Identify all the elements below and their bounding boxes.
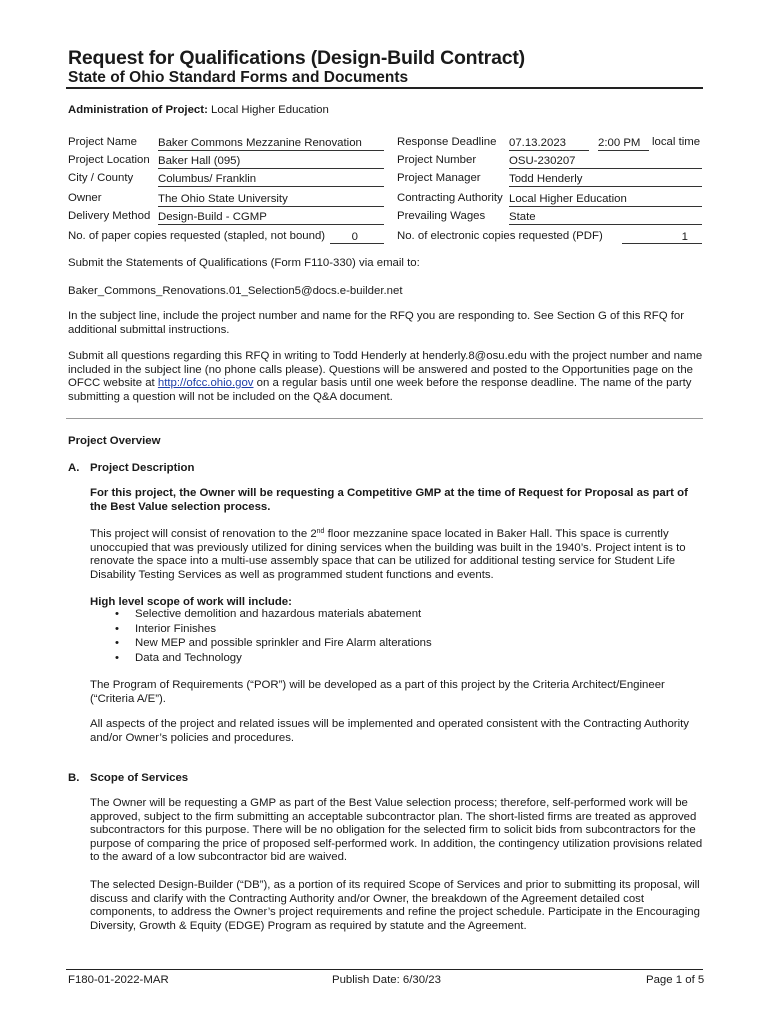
project-description-paragraph <box>90 528 704 582</box>
title-divider <box>66 87 703 89</box>
scope-list <box>90 607 704 665</box>
paper-copies-field <box>330 230 384 244</box>
scope-item-text: New MEP and possible sprinkler and Fire Alarm alterations <box>135 637 432 650</box>
bullet-icon: • <box>115 651 119 664</box>
page-number: Page 1 of 5 <box>646 974 705 986</box>
electronic-copies-label: No. of electronic copies requested (PDF) <box>397 230 603 242</box>
document-title: Request for Qualifications (Design-Build Contract) <box>68 47 525 69</box>
ofcc-website-link[interactable]: http://ofcc.ohio.gov <box>157 377 254 390</box>
delivery-method-field: Design-Build - CGMP <box>158 210 384 225</box>
project-overview-heading: Project Overview <box>68 435 161 447</box>
por-paragraph: The Program of Requirements (“POR”) will be developed as a part of this project by the Criteria Architect/Engineer (“Criteria A/E”). <box>90 679 665 705</box>
scope-heading: High level scope of work will include: <box>90 596 292 608</box>
contracting-authority-label: Contracting Authority <box>397 192 503 204</box>
project-manager-field: Todd Henderly <box>509 172 702 187</box>
administration-value: Local Higher Education <box>211 104 329 116</box>
city-county-label: City / County <box>68 172 134 184</box>
section-a-letter: A. <box>68 462 80 474</box>
administration-label: Administration of Project: <box>68 104 208 116</box>
questions-paragraph <box>68 350 704 404</box>
contracting-authority-field: Local Higher Education <box>509 192 702 207</box>
submit-instruction: Submit the Statements of Qualifications (Form F110-330) via email to: <box>68 257 420 269</box>
scope-item-text: Selective demolition and hazardous materials abatement <box>135 608 422 620</box>
section-b-title: Scope of Services <box>90 772 189 784</box>
owner-label: Owner <box>68 192 102 204</box>
administration-line <box>68 103 329 117</box>
document-subtitle: State of Ohio Standard Forms and Documents <box>68 69 409 86</box>
form-code: F180-01-2022-MAR <box>68 974 169 986</box>
delivery-method-label: Delivery Method <box>68 210 151 222</box>
bullet-icon: • <box>115 608 119 620</box>
gmp-statement: For this project, the Owner will be requesting a Competitive GMP at the time of Request for Proposal as part of the Best Value selection process. <box>90 487 688 513</box>
description-text-start: This project will consist of renovation to the 2 <box>90 528 317 540</box>
footer-divider <box>66 969 703 970</box>
response-deadline-label: Response Deadline <box>397 136 497 148</box>
response-deadline-date: 07.13.2023 <box>509 136 589 151</box>
project-number-field: OSU-230207 <box>509 154 702 169</box>
publish-date: Publish Date: 6/30/23 <box>332 974 441 986</box>
policies-paragraph: All aspects of the project and related issues will be implemented and operated consistent with the Contracting Authority and/or Owner’s policies and procedures. <box>90 718 689 744</box>
bullet-icon: • <box>115 622 119 635</box>
scope-of-services-paragraph: The Owner will be requesting a GMP as part of the Best Value selection process; therefore, self-performed work will be approved, subject to the firm submitting an acceptable subcontractor plan. The short-listed firms are treated as approved subcontractors for this purpose. There will be no obligation for the selected firm to solicit bids from subcontractors for the purpose of comparing the price of proposed self-performed work. In addition, the contingency utilization provisions related to the award of a low subcontractor bid are waived. <box>90 797 703 864</box>
list-item <box>90 607 704 622</box>
paper-copies-value: 0 <box>351 231 358 243</box>
local-time-label: local time <box>652 136 701 148</box>
scope-item-text: Data and Technology <box>135 651 242 664</box>
project-name-field: Baker Commons Mezzanine Renovation <box>158 136 384 151</box>
list-item <box>90 651 704 666</box>
section-b-letter: B. <box>68 772 80 784</box>
ordinal-superscript: nd <box>316 528 325 535</box>
subject-line-instruction: In the subject line, include the project number and name for the RFQ you are responding to. See Section G of this RFQ for additional submittal instructions. <box>68 310 685 336</box>
project-number-label: Project Number <box>397 154 477 166</box>
description-text-end: floor mezzanine space located in Baker Hall. This space is currently unoccupied that was previously utilized for dining services when the building was built in the 1940’s. Project intent is to renovate the space into a multi-use assembly space that can be utilized for additional testing service for Student Life Disability Testing Services as well as programmed student functions and events. <box>90 528 686 581</box>
project-location-field: Baker Hall (095) <box>158 154 384 169</box>
list-item <box>90 622 704 637</box>
prevailing-wages-field: State <box>509 210 702 225</box>
prevailing-wages-label: Prevailing Wages <box>397 210 486 222</box>
electronic-copies-field: 1 <box>622 230 702 244</box>
scope-item-text: Interior Finishes <box>135 622 217 635</box>
questions-text-start: Submit all questions regarding this RFQ in writing to Todd Henderly at henderly.8@osu.edu with the project number and name included in the subject line (no phone calls please). Questions will be answered and posted to the Opportunities page on the OFCC website at <box>68 350 703 390</box>
bullet-icon: • <box>115 637 119 650</box>
questions-text-end: on a regular basis until one week before the response deadline. The name of the party submitting a question will not be included on the Q&A document. <box>68 377 692 403</box>
project-manager-label: Project Manager <box>397 172 481 184</box>
design-builder-paragraph: The selected Design-Builder (“DB”), as a portion of its required Scope of Services and prior to submitting its proposal, will discuss and clarify with the Contracting Authority and/or Owner, the breakdown of the Agreement detailed cost components, to address the Owner’s project requirements and refine the project schedule. Participate in the Encouraging Diversity, Growth & Equity (EDGE) Program as required by statute and the Agreement. <box>90 879 700 932</box>
section-a-title: Project Description <box>90 462 195 474</box>
paper-copies-label: No. of paper copies requested (stapled, not bound) <box>68 230 326 242</box>
list-item <box>90 636 704 651</box>
owner-field: The Ohio State University <box>158 192 384 207</box>
project-name-label: Project Name <box>68 136 138 148</box>
submission-email: Baker_Commons_Renovations.01_Selection5@docs.e-builder.net <box>68 285 403 297</box>
project-location-label: Project Location <box>68 154 150 166</box>
response-deadline-time: 2:00 PM <box>598 136 649 151</box>
section-divider <box>66 418 703 419</box>
city-county-field: Columbus/ Franklin <box>158 172 384 187</box>
